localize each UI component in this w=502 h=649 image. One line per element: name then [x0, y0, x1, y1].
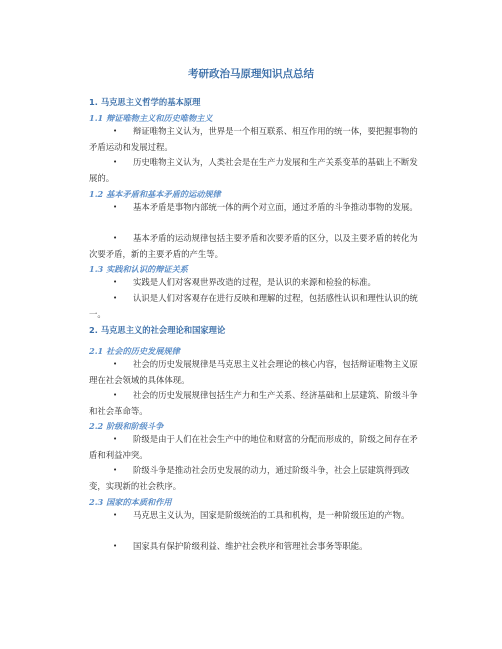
bullet-dot-icon: •	[113, 542, 118, 550]
bullet-item: • 国家具有保护阶级利益、维护社会秩序和管理社会事务等职能。	[89, 539, 421, 555]
bullet-item: • 辩证唯物主义认为，世界是一个相互联系、相互作用的统一体，要把握事物的矛盾运动和发展过程。	[89, 126, 418, 152]
subsection-heading-2-2: 2.2 阶级和阶级斗争	[89, 421, 164, 431]
bullet-dot-icon: •	[113, 203, 118, 211]
bullet-item: • 社会的历史发展规律是马克思主义社会理论的核心内容，包括辩证唯物主义原理在社会领域的具体体现。	[89, 359, 418, 385]
bullet-dot-icon: •	[113, 391, 118, 399]
bullet-item: • 认识是人们对客观存在进行反映和理解的过程，包括感性认识和理性认识的统一。	[89, 293, 418, 319]
bullet-dot-icon: •	[113, 294, 118, 302]
section-heading-2: 2. 马克思主义的社会理论和国家理论	[89, 325, 226, 335]
document-title: 考研政治马原理知识点总结	[188, 68, 314, 80]
subsection-heading-1-1: 1.1 辩证唯物主义和历史唯物主义	[89, 113, 213, 123]
bullet-dot-icon: •	[113, 511, 118, 519]
bullet-dot-icon: •	[113, 466, 118, 474]
bullet-dot-icon: •	[113, 234, 118, 242]
bullet-item: • 马克思主义认为，国家是阶级统治的工具和机构，是一种阶级压迫的产物。	[89, 508, 421, 524]
bullet-dot-icon: •	[113, 278, 118, 286]
bullet-item: • 社会的历史发展规律包括生产力和生产关系、经济基础和上层建筑、阶级斗争和社会革命等。	[89, 390, 418, 416]
bullet-item: • 历史唯物主义认为，人类社会是在生产力发展和生产关系变革的基础上不断发展的。	[89, 157, 418, 183]
bullet-dot-icon: •	[113, 158, 118, 166]
bullet-item: • 基本矛盾的运动规律包括主要矛盾和次要矛盾的区分，以及主要矛盾的转化为次要矛盾，新的主要矛盾的产生等。	[89, 233, 418, 259]
bullet-item: • 阶级是由于人们在社会生产中的地位和财富的分配而形成的，阶级之间存在矛盾和利益冲突。	[89, 434, 418, 460]
bullet-item: • 实践是人们对客观世界改造的过程，是认识的来源和检验的标准。	[89, 275, 421, 291]
bullet-dot-icon: •	[113, 127, 118, 135]
bullet-dot-icon: •	[113, 435, 118, 443]
subsection-heading-2-3: 2.3 国家的本质和作用	[89, 497, 172, 507]
bullet-item: • 阶级斗争是推动社会历史发展的动力，通过阶级斗争，社会上层建筑得到改变，实现新的社会秩序。	[89, 465, 410, 491]
bullet-dot-icon: •	[113, 360, 118, 368]
subsection-heading-1-3: 1.3 实践和认识的辩证关系	[89, 264, 188, 274]
subsection-heading-2-1: 2.1 社会的历史发展规律	[89, 346, 180, 356]
bullet-item: • 基本矛盾是事物内部统一体的两个对立面，通过矛盾的斗争推动事物的发展。	[89, 200, 421, 216]
subsection-heading-1-2: 1.2 基本矛盾和基本矛盾的运动规律	[89, 189, 221, 199]
section-heading-1: 1. 马克思主义哲学的基本原理	[89, 97, 201, 107]
